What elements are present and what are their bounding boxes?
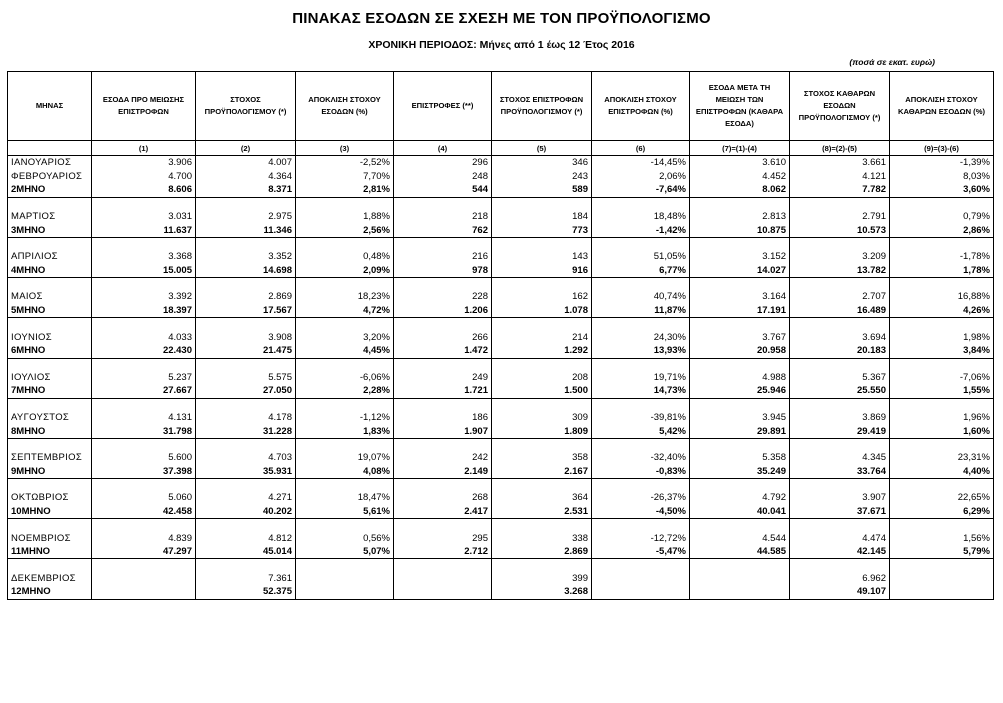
table-cell [394,571,492,585]
table-cell: 8.371 [196,183,296,197]
table-cell: 4.131 [92,411,196,425]
table-cell: 35.249 [690,465,790,479]
table-cell: 19,07% [296,451,394,465]
table-cell: 773 [492,223,592,237]
cumulative-row [8,384,994,398]
table-cell: 218 [394,210,492,224]
table-cell: 4.703 [196,451,296,465]
table-cell: 33.764 [790,465,890,479]
table-cell: 25.946 [690,384,790,398]
table-cell: 25.550 [790,384,890,398]
cumulative-row [8,505,994,519]
table-cell: 762 [394,223,492,237]
cumulative-row [8,223,994,237]
table-cell: 3.352 [196,250,296,264]
table-cell: 18,47% [296,491,394,505]
table-cell: 184 [492,210,592,224]
table-cell: 31.228 [196,424,296,438]
cumulative-row [8,183,994,197]
table-cell: 13,93% [592,344,690,358]
table-cell: 338 [492,531,592,545]
column-header: ΣΤΟΧΟΣ ΠΡΟΫΠΟΛΟΓΙΣΜΟΥ (*) [196,72,296,141]
table-cell: 52.375 [196,585,296,599]
table-cell: 40.202 [196,505,296,519]
table-cell: 589 [492,183,592,197]
row-label: ΑΥΓΟΥΣΤΟΣ [8,411,92,425]
row-label: 4ΜΗΝΟ [8,264,92,278]
table-cell: 1.078 [492,304,592,318]
row-label: ΦΕΒΡΟΥΑΡΙΟΣ [8,170,92,184]
table-cell: -4,50% [592,505,690,519]
table-cell: 3.610 [690,156,790,170]
table-cell: 49.107 [790,585,890,599]
table-cell: -1,42% [592,223,690,237]
table-cell: 3.209 [790,250,890,264]
table-cell: 1,60% [890,424,994,438]
table-cell [592,585,690,599]
column-header: ΕΠΙΣΤΡΟΦΕΣ (**) [394,72,492,141]
table-cell: 4.121 [790,170,890,184]
table-cell: 42.458 [92,505,196,519]
month-row [8,170,994,184]
table-cell: 186 [394,411,492,425]
table-cell: 40.041 [690,505,790,519]
table-cell: 2.791 [790,210,890,224]
table-cell: 18,48% [592,210,690,224]
table-cell: 4.812 [196,531,296,545]
month-row [8,451,994,465]
month-row [8,210,994,224]
table-cell: 1.500 [492,384,592,398]
spacer-row [8,197,994,210]
table-cell: 4.007 [196,156,296,170]
table-cell: 5.575 [196,371,296,385]
row-label: 9ΜΗΝΟ [8,465,92,479]
table-cell [890,571,994,585]
table-cell: 4.839 [92,531,196,545]
spacer-row [8,318,994,331]
column-number: (3) [296,141,394,156]
cumulative-row [8,264,994,278]
table-cell: 162 [492,290,592,304]
table-cell: 3.368 [92,250,196,264]
table-cell: 2,81% [296,183,394,197]
table-cell: 3.268 [492,585,592,599]
row-label: ΙΑΝΟΥΑΡΙΟΣ [8,156,92,170]
column-header: ΕΣΟΔΑ ΠΡΟ ΜΕΙΩΣΗΣ ΕΠΙΣΤΡΟΦΩΝ [92,72,196,141]
table-cell [690,585,790,599]
row-label: ΟΚΤΩΒΡΙΟΣ [8,491,92,505]
table-cell: 3.152 [690,250,790,264]
row-label: ΔΕΚΕΜΒΡΙΟΣ [8,571,92,585]
table-cell [296,585,394,599]
page-title: ΠΙΝΑΚΑΣ ΕΣΟΔΩΝ ΣΕ ΣΧΕΣΗ ΜΕ ΤΟΝ ΠΡΟΫΠΟΛΟΓΙΣΜΟ [292,10,711,27]
table-cell: 10.573 [790,223,890,237]
table-cell: 1.292 [492,344,592,358]
table-cell: 18,23% [296,290,394,304]
row-label: 3ΜΗΝΟ [8,223,92,237]
table-cell: 2,09% [296,264,394,278]
table-cell: 11.346 [196,223,296,237]
table-cell: 228 [394,290,492,304]
table-cell: 3.694 [790,330,890,344]
row-label: 10ΜΗΝΟ [8,505,92,519]
table-cell: -1,39% [890,156,994,170]
table-cell: 2.975 [196,210,296,224]
table-cell: 249 [394,371,492,385]
month-row [8,571,994,585]
table-cell: 29.891 [690,424,790,438]
column-header: ΑΠΟΚΛΙΣΗ ΣΤΟΧΟΥ ΚΑΘΑΡΩΝ ΕΣΟΔΩΝ (%) [890,72,994,141]
table-cell: 2.869 [196,290,296,304]
column-number: (6) [592,141,690,156]
table-cell: 978 [394,264,492,278]
column-number: (9)=(3)-(6) [890,141,994,156]
table-cell: 3.392 [92,290,196,304]
table-cell: 5.367 [790,371,890,385]
table-cell: 1,96% [890,411,994,425]
table-cell [394,585,492,599]
table-cell: 4,26% [890,304,994,318]
table-cell: 13.782 [790,264,890,278]
table-cell [92,585,196,599]
table-cell: 31.798 [92,424,196,438]
table-cell: 7.361 [196,571,296,585]
table-cell: 5.358 [690,451,790,465]
row-label: 6ΜΗΝΟ [8,344,92,358]
table-cell: 29.419 [790,424,890,438]
table-cell: 3.869 [790,411,890,425]
column-number: (1) [92,141,196,156]
table-cell: 3.767 [690,330,790,344]
table-cell: -26,37% [592,491,690,505]
revenue-table [7,71,994,600]
table-cell: 3.031 [92,210,196,224]
cumulative-row [8,545,994,559]
table-cell: 4,40% [890,465,994,479]
table-cell: 5,61% [296,505,394,519]
table-cell: 27.050 [196,384,296,398]
table-cell: 20.183 [790,344,890,358]
table-cell: 1.809 [492,424,592,438]
table-cell: 2,06% [592,170,690,184]
table-cell: 0,48% [296,250,394,264]
table-cell: 3.908 [196,330,296,344]
table-cell: 4.033 [92,330,196,344]
month-row [8,371,994,385]
table-cell: 5.600 [92,451,196,465]
column-header: ΜΗΝΑΣ [8,72,92,141]
table-cell: 11,87% [592,304,690,318]
table-cell: 6.962 [790,571,890,585]
table-cell: -12,72% [592,531,690,545]
table-cell: -7,64% [592,183,690,197]
spacer-row [8,479,994,492]
row-label: ΜΑΙΟΣ [8,290,92,304]
table-cell: 2.707 [790,290,890,304]
spacer-row [8,559,994,572]
column-number: (7)=(1)-(4) [690,141,790,156]
table-cell [296,571,394,585]
column-header: ΑΠΟΚΛΙΣΗ ΣΤΟΧΟΥ ΕΠΙΣΤΡΟΦΩΝ (%) [592,72,690,141]
table-cell: 4.178 [196,411,296,425]
table-cell: 4.988 [690,371,790,385]
table-cell: 8,03% [890,170,994,184]
table-cell: 22,65% [890,491,994,505]
table-cell: 916 [492,264,592,278]
column-number: (2) [196,141,296,156]
table-cell: 3.661 [790,156,890,170]
table-cell: 8.606 [92,183,196,197]
header-row [8,72,994,141]
column-number: (4) [394,141,492,156]
table-cell: 3.907 [790,491,890,505]
table-cell: 14.698 [196,264,296,278]
table-cell: -7,06% [890,371,994,385]
table-cell: 2.417 [394,505,492,519]
cumulative-row [8,585,994,599]
table-cell: 5,79% [890,545,994,559]
table-cell: 1.472 [394,344,492,358]
table-cell: -6,06% [296,371,394,385]
table-cell: 1.721 [394,384,492,398]
table-cell: 1,98% [890,330,994,344]
table-cell: 4.271 [196,491,296,505]
table-cell: 17.191 [690,304,790,318]
table-cell: 1,56% [890,531,994,545]
table-cell: -39,81% [592,411,690,425]
table-cell [92,571,196,585]
table-cell: 21.475 [196,344,296,358]
cumulative-row [8,465,994,479]
table-cell: 358 [492,451,592,465]
table-cell: 35.931 [196,465,296,479]
spacer-row [8,438,994,451]
table-cell: 3.906 [92,156,196,170]
table-cell: 399 [492,571,592,585]
table-cell: 2.531 [492,505,592,519]
table-cell: 2.149 [394,465,492,479]
column-header: ΣΤΟΧΟΣ ΚΑΘΑΡΩΝ ΕΣΟΔΩΝ ΠΡΟΫΠΟΛΟΓΙΣΜΟΥ (*) [790,72,890,141]
table-cell: 16.489 [790,304,890,318]
table-cell: -14,45% [592,156,690,170]
table-cell: 6,77% [592,264,690,278]
table-cell: 15.005 [92,264,196,278]
table-cell: 1,83% [296,424,394,438]
table-cell: 37.398 [92,465,196,479]
table-cell: 6,29% [890,505,994,519]
column-number-row [8,141,994,156]
row-label: ΙΟΥΛΙΟΣ [8,371,92,385]
row-label: 2ΜΗΝΟ [8,183,92,197]
table-cell: 3.164 [690,290,790,304]
table-cell: 214 [492,330,592,344]
month-row [8,330,994,344]
column-number [8,141,92,156]
table-cell: 216 [394,250,492,264]
row-label: ΙΟΥΝΙΟΣ [8,330,92,344]
table-cell: 2.167 [492,465,592,479]
table-cell: 5.060 [92,491,196,505]
table-cell: 208 [492,371,592,385]
table-cell: 364 [492,491,592,505]
table-cell: 296 [394,156,492,170]
table-cell [592,571,690,585]
table-cell: 4,72% [296,304,394,318]
table-cell: 243 [492,170,592,184]
table-cell: -1,12% [296,411,394,425]
table-cell: 7.782 [790,183,890,197]
table-cell: 11.637 [92,223,196,237]
table-cell: 17.567 [196,304,296,318]
column-number: (5) [492,141,592,156]
table-cell: 4.364 [196,170,296,184]
table-cell: 1.206 [394,304,492,318]
row-label: ΣΕΠΤΕΜΒΡΙΟΣ [8,451,92,465]
row-label: 7ΜΗΝΟ [8,384,92,398]
table-cell: 7,70% [296,170,394,184]
table-cell: 4.452 [690,170,790,184]
table-cell: 0,79% [890,210,994,224]
table-cell: 0,56% [296,531,394,545]
spacer-row [8,278,994,291]
table-cell: 14.027 [690,264,790,278]
table-cell: 2,86% [890,223,994,237]
table-cell: 2,28% [296,384,394,398]
table-cell: -32,40% [592,451,690,465]
table-cell: 3,20% [296,330,394,344]
table-cell: 4.474 [790,531,890,545]
table-cell: 42.145 [790,545,890,559]
table-cell: 10.875 [690,223,790,237]
table-cell: 23,31% [890,451,994,465]
spacer-row [8,237,994,250]
table-cell: 3,84% [890,344,994,358]
table-cell: 1.907 [394,424,492,438]
row-label: ΑΠΡΙΛΙΟΣ [8,250,92,264]
table-cell: 3,60% [890,183,994,197]
cumulative-row [8,424,994,438]
table-cell: 37.671 [790,505,890,519]
table-cell: 346 [492,156,592,170]
table-cell: 4.792 [690,491,790,505]
row-label: 12ΜΗΝΟ [8,585,92,599]
row-label: 8ΜΗΝΟ [8,424,92,438]
table-cell: 2.813 [690,210,790,224]
table-cell: 3.945 [690,411,790,425]
table-cell: 242 [394,451,492,465]
table-cell: 16,88% [890,290,994,304]
table-cell: 143 [492,250,592,264]
table-cell [690,571,790,585]
table-cell: 27.667 [92,384,196,398]
table-cell: 248 [394,170,492,184]
column-header: ΕΣΟΔΑ ΜΕΤΑ ΤΗ ΜΕΙΩΣΗ ΤΩΝ ΕΠΙΣΤΡΟΦΩΝ (ΚΑΘΑΡΑ ΕΣΟΔΑ) [690,72,790,141]
row-label: ΝΟΕΜΒΡΙΟΣ [8,531,92,545]
table-cell: 40,74% [592,290,690,304]
column-header: ΣΤΟΧΟΣ ΕΠΙΣΤΡΟΦΩΝ ΠΡΟΫΠΟΛΟΓΙΣΜΟΥ (*) [492,72,592,141]
table-cell: 4,45% [296,344,394,358]
table-cell: 544 [394,183,492,197]
table-cell: 5,42% [592,424,690,438]
table-cell: 1,78% [890,264,994,278]
table-cell: 44.585 [690,545,790,559]
table-cell: 309 [492,411,592,425]
month-row [8,250,994,264]
cumulative-row [8,344,994,358]
table-cell: 4,08% [296,465,394,479]
table-cell: -0,83% [592,465,690,479]
table-cell: 268 [394,491,492,505]
units-note: (ποσά σε εκατ. ευρώ) [849,57,935,67]
table-cell: 1,55% [890,384,994,398]
period-subtitle: ΧΡΟΝΙΚΗ ΠΕΡΙΟΔΟΣ: Μήνες από 1 έως 12 Έτος 2016 [368,39,635,51]
month-row [8,290,994,304]
table-cell: 14,73% [592,384,690,398]
table-cell: -5,47% [592,545,690,559]
table-cell: 8.062 [690,183,790,197]
table-cell: 18.397 [92,304,196,318]
spacer-row [8,519,994,532]
table-cell: 4.544 [690,531,790,545]
table-cell: 2,56% [296,223,394,237]
column-header: ΑΠΟΚΛΙΣΗ ΣΤΟΧΟΥ ΕΣΟΔΩΝ (%) [296,72,394,141]
table-cell: 2.712 [394,545,492,559]
table-cell: 2.869 [492,545,592,559]
month-row [8,411,994,425]
row-label: 11ΜΗΝΟ [8,545,92,559]
table-cell: 24,30% [592,330,690,344]
month-row [8,491,994,505]
table-cell: 266 [394,330,492,344]
table-cell: 47.297 [92,545,196,559]
table-cell: 5,07% [296,545,394,559]
month-row [8,156,994,170]
spacer-row [8,358,994,371]
table-cell: 4.345 [790,451,890,465]
table-cell: 22.430 [92,344,196,358]
row-label: ΜΑΡΤΙΟΣ [8,210,92,224]
column-number: (8)=(2)-(5) [790,141,890,156]
spacer-row [8,398,994,411]
table-cell: 295 [394,531,492,545]
table-cell: 5.237 [92,371,196,385]
table-cell: -1,78% [890,250,994,264]
table-cell: -2,52% [296,156,394,170]
table-cell: 4.700 [92,170,196,184]
table-cell [890,585,994,599]
month-row [8,531,994,545]
table-cell: 20.958 [690,344,790,358]
table-cell: 45.014 [196,545,296,559]
table-cell: 1,88% [296,210,394,224]
table-cell: 51,05% [592,250,690,264]
table-cell: 19,71% [592,371,690,385]
row-label: 5ΜΗΝΟ [8,304,92,318]
cumulative-row [8,304,994,318]
